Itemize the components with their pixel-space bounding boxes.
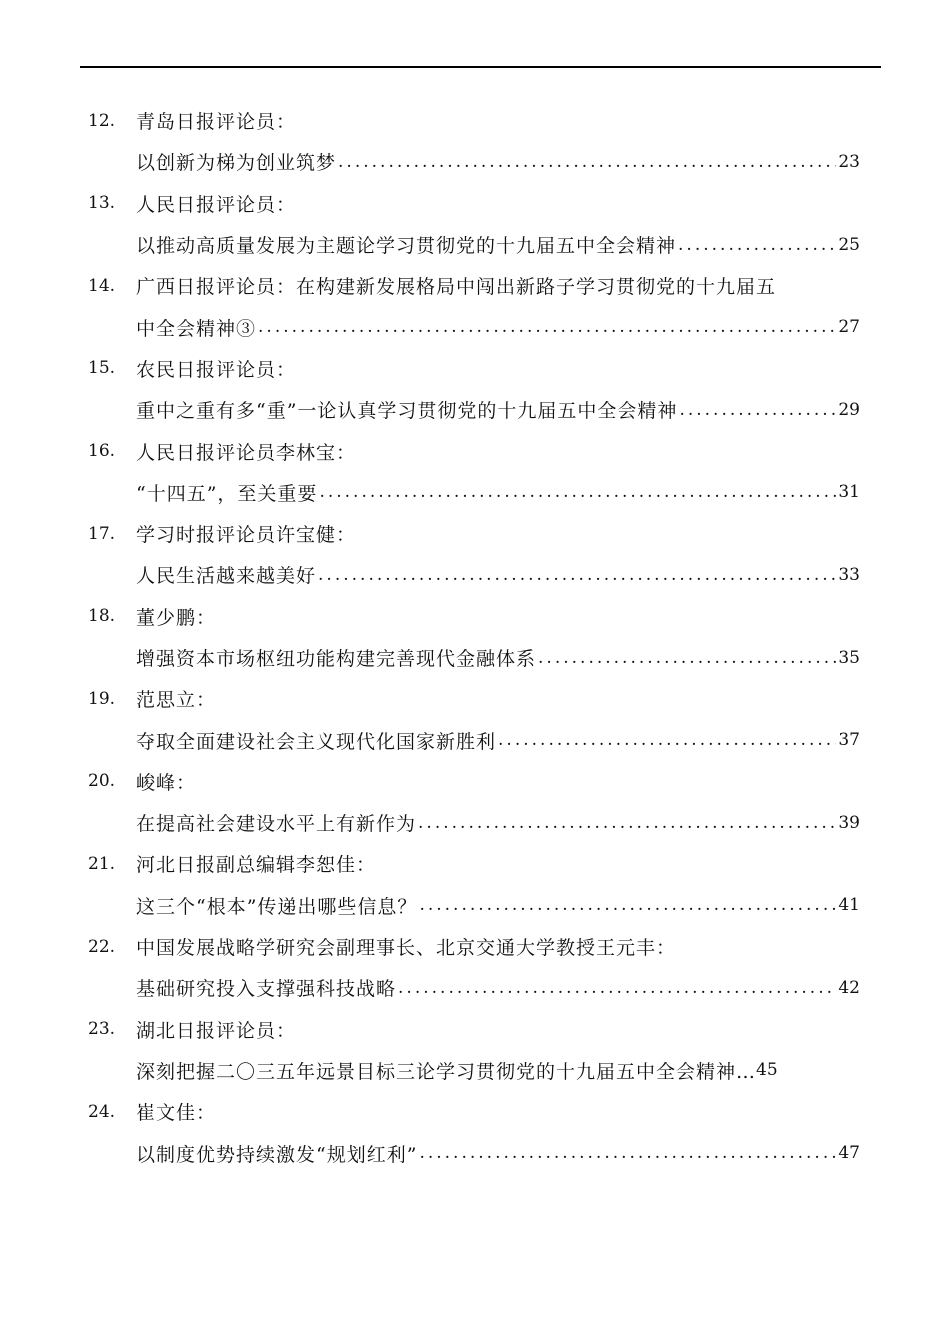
toc-entry-24-title[interactable] (88, 1132, 860, 1173)
entry-author: 学习时报评论员许宝健： (136, 524, 357, 547)
toc-entry-20-head (88, 761, 860, 802)
toc-entry-17-head (88, 513, 860, 554)
entry-page: 42 (838, 977, 860, 998)
leader-dots (679, 400, 836, 420)
toc-entry-15-title[interactable] (88, 389, 860, 430)
entry-number: 21. (88, 853, 116, 874)
entry-title: 基础研究投入支撑强科技战略 (136, 978, 397, 1001)
entry-page: 27 (838, 317, 860, 338)
entry-title: 人民生活越来越美好 (136, 565, 317, 588)
entry-author: 青岛日报评论员： (136, 111, 297, 134)
entry-number: 12. (88, 110, 116, 131)
entry-number: 19. (88, 688, 116, 709)
entry-number: 17. (88, 523, 116, 544)
entry-author: 广西日报评论员：在构建新发展格局中闯出新路子学习贯彻党的十九届五 (136, 276, 777, 299)
entry-author: 中国发展战略学研究会副理事长、北京交通大学教授王元丰： (136, 937, 677, 960)
entry-page: 35 (838, 647, 860, 668)
entry-author: 河北日报副总编辑李恕佳： (136, 854, 377, 877)
toc-entry-23-title[interactable] (88, 1050, 860, 1091)
header-rule (80, 66, 881, 68)
entry-number: 20. (88, 771, 116, 792)
toc-entry-24-head (88, 1091, 860, 1132)
toc-entry-15-head (88, 348, 860, 389)
entry-number: 24. (88, 1101, 116, 1122)
toc-entry-13-title[interactable] (88, 224, 860, 265)
toc-entry-14-title[interactable] (88, 306, 860, 347)
entry-title: 夺取全面建设社会主义现代化国家新胜利 (136, 730, 497, 753)
leader-dots (678, 235, 836, 255)
toc-entry-12-title[interactable] (88, 141, 860, 182)
toc-entry-20-title[interactable] (88, 802, 860, 843)
leader-dots (538, 648, 836, 668)
entry-page: 39 (838, 812, 860, 833)
toc-entry-17-title[interactable] (88, 554, 860, 595)
leader-dots (419, 1143, 836, 1163)
leader-dots (498, 730, 836, 750)
entry-number: 13. (88, 193, 116, 214)
entry-number: 15. (88, 358, 116, 379)
entry-title: 以推动高质量发展为主题论学习贯彻党的十九届五中全会精神 (136, 235, 677, 258)
table-of-contents (88, 100, 860, 1174)
toc-entry-16-title[interactable] (88, 472, 860, 513)
toc-entry-12-head (88, 100, 860, 141)
entry-title: 增强资本市场枢纽功能构建完善现代金融体系 (136, 648, 537, 670)
entry-number: 18. (88, 606, 116, 627)
entry-page: 33 (838, 564, 860, 585)
entry-title: 以制度优势持续激发“规划红利” (136, 1143, 418, 1166)
entry-page: 31 (838, 482, 860, 503)
entry-number: 23. (88, 1019, 116, 1040)
entry-page: 47 (838, 1143, 860, 1164)
toc-entry-21-head (88, 843, 860, 884)
entry-author: 湖北日报评论员： (136, 1019, 297, 1042)
entry-author: 人民日报评论员李林宝： (136, 441, 357, 464)
toc-entry-18-head (88, 596, 860, 637)
leader-dots (338, 152, 836, 172)
toc-entry-13-head (88, 183, 860, 224)
entry-author: 崔文佳： (136, 1102, 217, 1125)
entry-title: 以创新为梯为创业筑梦 (136, 152, 337, 175)
entry-page: 41 (838, 895, 860, 916)
entry-title: 中全会精神③ (136, 317, 257, 340)
entry-number: 16. (88, 441, 116, 462)
toc-entry-19-title[interactable] (88, 719, 860, 760)
toc-entry-16-head (88, 430, 860, 471)
leader-dots (418, 813, 836, 833)
entry-number: 14. (88, 275, 116, 296)
entry-page: 23 (838, 151, 860, 172)
entry-page: 37 (838, 730, 860, 751)
entry-title: 深刻把握二〇三五年远景目标三论学习贯彻党的十九届五中全会精神… (136, 1060, 757, 1083)
entry-page: 45 (756, 1060, 778, 1081)
toc-entry-22-head (88, 926, 860, 967)
leader-dots (398, 978, 836, 998)
entry-page: 29 (838, 399, 860, 420)
entry-author: 农民日报评论员： (136, 358, 297, 381)
toc-entry-22-title[interactable] (88, 967, 860, 1008)
toc-entry-19-head (88, 678, 860, 719)
leader-dots (318, 565, 836, 585)
toc-entry-14-head (88, 265, 860, 306)
entry-title: 在提高社会建设水平上有新作为 (136, 813, 417, 836)
entry-author: 人民日报评论员： (136, 193, 297, 216)
toc-entry-23-head (88, 1009, 860, 1050)
leader-dots (319, 482, 836, 502)
toc-entry-21-title[interactable] (88, 885, 860, 926)
entry-author: 董少鹏： (136, 606, 217, 629)
entry-number: 22. (88, 936, 116, 957)
leader-dots (258, 317, 836, 337)
leader-dots (419, 895, 836, 915)
entry-author: 范思立： (136, 689, 217, 712)
toc-entry-18-title[interactable] (88, 637, 860, 678)
entry-author: 峻峰： (136, 771, 197, 794)
entry-title: “十四五”，至关重要 (136, 482, 318, 505)
entry-page: 25 (838, 234, 860, 255)
entry-title: 这三个“根本”传递出哪些信息？ (136, 895, 418, 918)
entry-title: 重中之重有多“重”一论认真学习贯彻党的十九届五中全会精神 (136, 400, 678, 423)
